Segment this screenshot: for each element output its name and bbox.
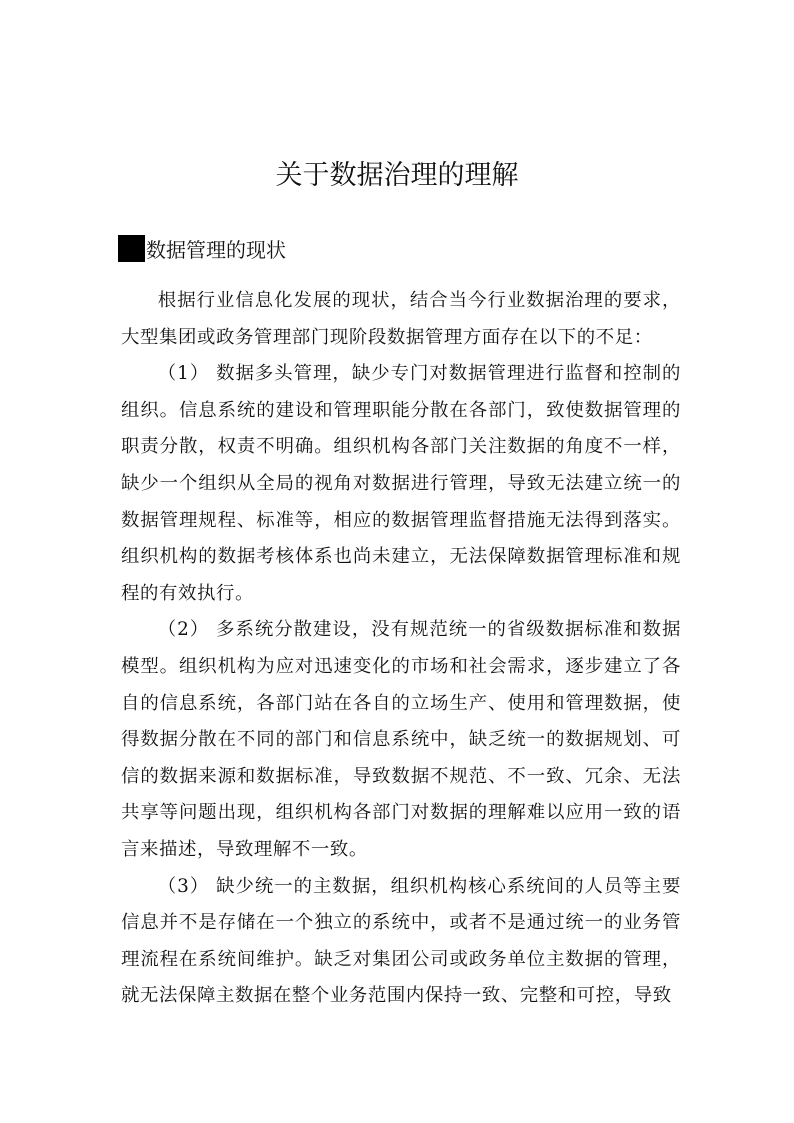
paragraph-item-2: （2） 多系统分散建设，没有规范统一的省级数据标准和数据模型。组织机构为应对迅速变化的市场和社会需求，逐步建立了各自的信息系统，各部门站在各自的立场生产、使用和管理数据，使得数据分散在不同的部门和信息系统中，缺乏统一的数据规划、可信的数据来源和数据标准，导致数据不规范、不一致、冗余、无法共享等问题出现，组织机构各部门对数据的理解难以应用一致的语言来描述，导致理解不一致。 <box>121 619 681 860</box>
document-title: 关于数据治理的理解 <box>275 160 519 191</box>
section-heading-text: 数据管理的现状 <box>146 237 286 262</box>
heading-square-marker-icon <box>118 235 145 262</box>
document-body <box>121 283 681 1015</box>
paragraph-item-1: （1） 数据多头管理，缺少专门对数据管理进行监督和控制的组织。信息系统的建设和管理职能分散在各部门，致使数据管理的职责分散，权责不明确。组织机构各部门关注数据的角度不一样，缺少一个组织从全局的视角对数据进行管理，导致无法建立统一的数据管理规程、标准等，相应的数据管理监督措施无法得到落实。组织机构的数据考核体系也尚未建立，无法保障数据管理标准和规程的有效执行。 <box>121 363 681 604</box>
section-heading <box>118 232 286 264</box>
paragraph-intro: 根据行业信息化发展的现状，结合当今行业数据治理的要求，大型集团或政务管理部门现阶段数据管理方面存在以下的不足： <box>121 290 681 348</box>
paragraph-item-3: （3） 缺少统一的主数据，组织机构核心系统间的人员等主要信息并不是存储在一个独立的系统中，或者不是通过统一的业务管理流程在系统间维护。缺乏对集团公司或政务单位主数据的管理，就无法保障主数据在整个业务范围内保持一致、完整和可控，导致 <box>121 875 681 1007</box>
